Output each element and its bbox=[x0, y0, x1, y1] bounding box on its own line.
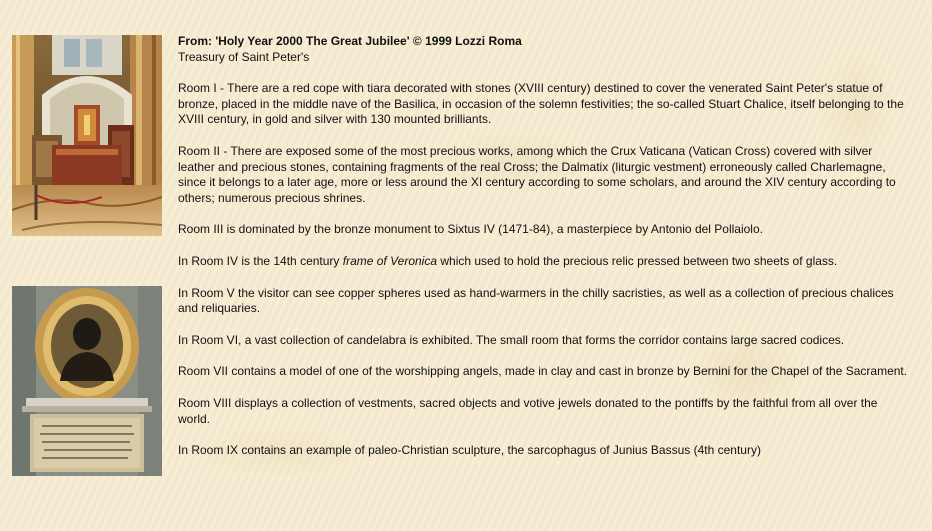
room-9-paragraph: In Room IX contains an example of paleo-Christian sculpture, the sarcophagus of Junius Bassus (4th century) bbox=[178, 443, 761, 458]
bust-monument-illustration bbox=[12, 286, 162, 476]
room-3-paragraph: Room III is dominated by the bronze monument to Sixtus IV (1471-84), a masterpiece by Antonio del Pollaiolo. bbox=[178, 222, 763, 237]
room-5-paragraph: In Room V the visitor can see copper spheres used as hand-warmers in the chilly sacristies, as well as a collection of precious chalices and reliquaries. bbox=[178, 285, 894, 316]
room-4-text-before: In Room IV is the 14th century bbox=[178, 253, 343, 268]
room-7-paragraph: Room VII contains a model of one of the worshipping angels, made in clay and cast in bronze by Bernini for the Chapel of the Sacrament. bbox=[178, 364, 908, 379]
room-4-text-after: which used to hold the precious relic pressed between two sheets of glass. bbox=[437, 253, 838, 268]
article-content bbox=[178, 34, 908, 459]
room-1-paragraph: Room I - There are a red cope with tiara decorated with stones (XVIII century) destined to cover the venerated Saint Peter's statue of bronze, placed in the middle nave of the Basilica, in occasion of the solemn festivities; the so-called Stuart Chalice, itself belonging to the XVIII century, in gold and silver with 130 mounted brilliants. bbox=[178, 81, 904, 127]
treasury-interior-photo bbox=[12, 35, 162, 236]
room-4-italic-title: frame of Veronica bbox=[342, 253, 438, 268]
room-8-paragraph: Room VIII displays a collection of vestments, sacred objects and votive jewels donated to the pontiffs by the faithful from all over the world. bbox=[178, 395, 878, 426]
room-2-paragraph: Room II - There are exposed some of the most precious works, among which the Crux Vaticana (Vatican Cross) covered with silver leather and precious stones, containing fragments of the real Cross; the Dalmatix (liturgic vestment) erroneously called Charlemagne, since it belongs to a later age, more or less around the XI century according to some scholars, and around the XIV century according to others; numerous precious shrines. bbox=[178, 143, 896, 205]
bust-monument-photo bbox=[12, 286, 162, 476]
room-6-paragraph: In Room VI, a vast collection of candelabra is exhibited. The small room that forms the corridor contains large sacred codices. bbox=[178, 332, 845, 347]
page-subtitle: Treasury of Saint Peter's bbox=[178, 49, 310, 64]
treasury-interior-illustration bbox=[12, 35, 162, 236]
room-4-paragraph bbox=[178, 254, 908, 270]
source-credit: From: 'Holy Year 2000 The Great Jubilee' © 1999 Lozzi Roma bbox=[178, 34, 522, 48]
